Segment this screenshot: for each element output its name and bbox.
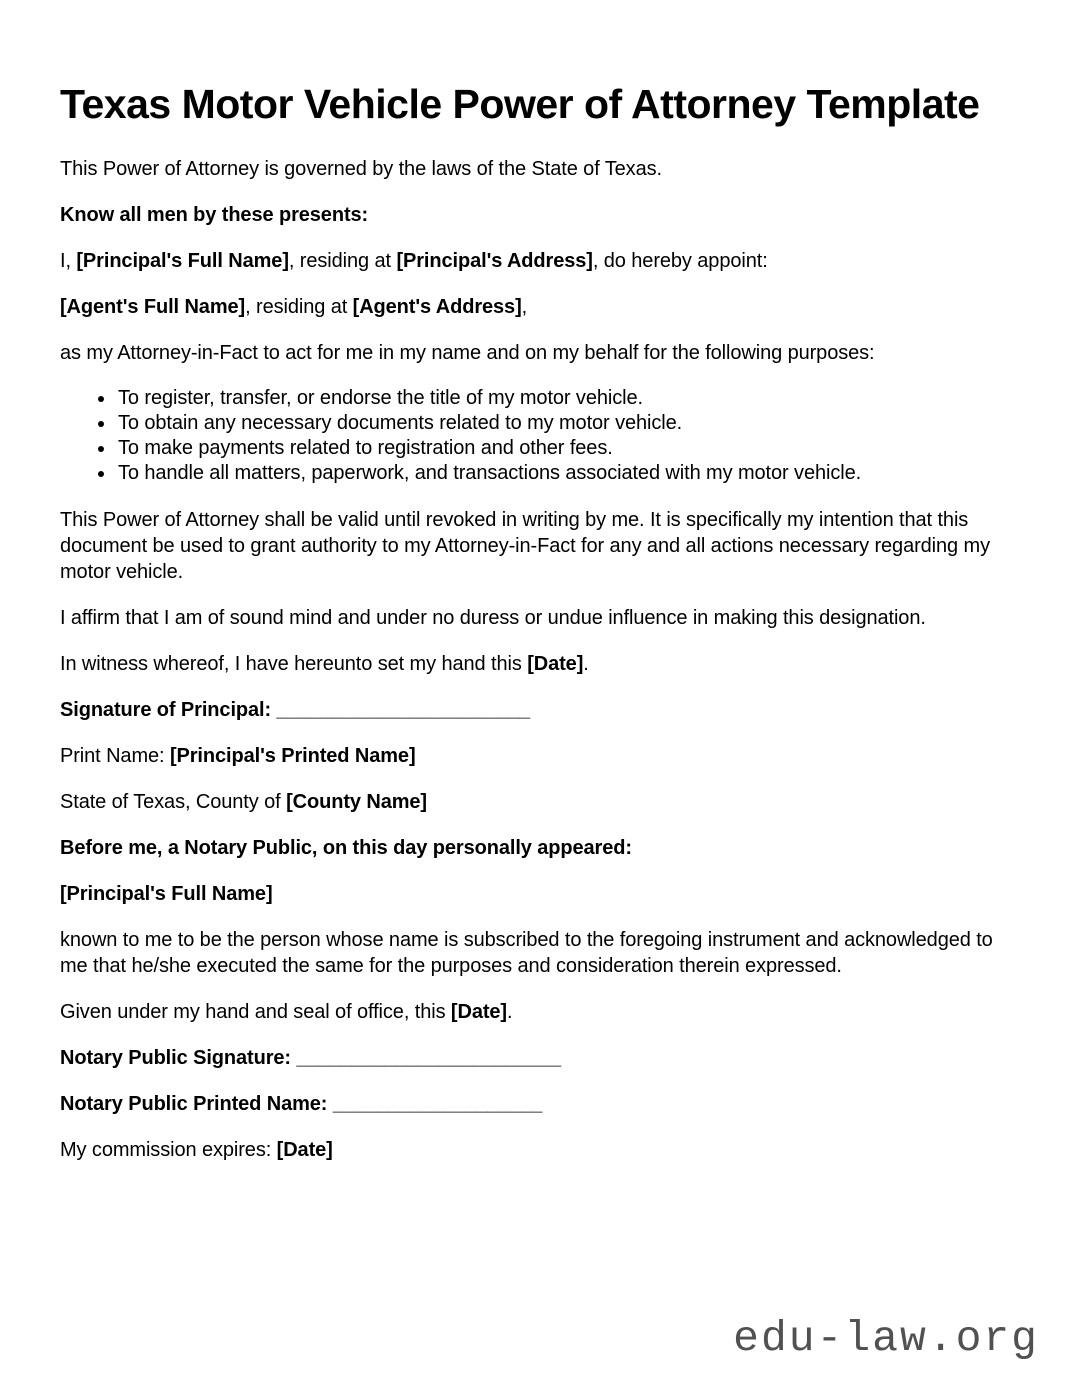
text-segment: State of Texas, County of	[60, 791, 287, 813]
bold-text-segment: Notary Public Printed Name: ___________________	[60, 1093, 543, 1115]
bold-text-segment: Signature of Principal: _______________________	[60, 699, 531, 721]
bold-text-segment: Notary Public Signature: ________________________	[60, 1047, 561, 1069]
appointment-paragraph	[60, 248, 1015, 274]
bold-text-segment: [Date]	[450, 1001, 507, 1023]
bold-text-segment: [Principal's Address]	[396, 250, 593, 272]
bold-text-segment: [Principal's Printed Name]	[169, 745, 416, 767]
purpose-item: • To obtain any necessary documents related to my motor vehicle.	[116, 411, 1015, 436]
state-county-line	[60, 789, 1015, 815]
bold-text-segment: Texas Motor Vehicle Power of Attorney Template	[60, 81, 980, 127]
affirmation-paragraph	[60, 605, 1015, 631]
text-segment: Print Name:	[60, 745, 170, 767]
text-segment: Given under my hand and seal of office, this	[60, 1001, 451, 1023]
bold-text-segment: Before me, a Notary Public, on this day personally appeared:	[60, 837, 632, 859]
text-segment: This Power of Attorney is governed by the laws of the State of Texas.	[60, 158, 662, 180]
purposes-list	[60, 386, 1015, 486]
print-name-line	[60, 743, 1015, 769]
principal-signature-line	[60, 697, 1015, 723]
purpose-item: • To make payments related to registration and other fees.	[116, 436, 1015, 461]
agent-paragraph	[60, 294, 1015, 320]
text-segment: This Power of Attorney shall be valid until revoked in writing by me. It is specifically my intention that this document be used to grant authority to my Attorney-in-Fact for any and all actions necessary regarding my motor vehicle.	[60, 509, 990, 583]
text-segment: known to me to be the person whose name is subscribed to the foregoing instrument and acknowledged to me that he/she executed the same for the purposes and consideration therein expressed.	[60, 929, 993, 977]
text-segment: , residing at	[245, 296, 353, 318]
presents-heading	[60, 202, 1015, 228]
bold-text-segment: [Principal's Full Name]	[76, 250, 289, 272]
witness-paragraph	[60, 651, 1015, 677]
text-segment: as my Attorney-in-Fact to act for me in my name and on my behalf for the following purposes:	[60, 342, 875, 364]
notary-signature-line	[60, 1045, 1015, 1071]
bold-text-segment: [Date]	[276, 1139, 333, 1161]
seal-paragraph	[60, 999, 1015, 1025]
text-segment: I affirm that I am of sound mind and under no duress or undue influence in making this designation.	[60, 607, 926, 629]
text-segment: In witness whereof, I have hereunto set my hand this	[60, 653, 528, 675]
text-segment: My commission expires:	[60, 1139, 277, 1161]
text-segment: ,	[521, 296, 528, 318]
acknowledgment-paragraph	[60, 927, 1015, 979]
notary-printed-name-line	[60, 1091, 1015, 1117]
text-segment: .	[507, 1001, 513, 1023]
text-segment: I,	[60, 250, 77, 272]
bold-text-segment: [Date]	[527, 653, 584, 675]
governing-law-paragraph	[60, 156, 1015, 182]
commission-expiry-line	[60, 1137, 1015, 1163]
text-segment: .	[583, 653, 589, 675]
bold-text-segment: Know all men by these presents:	[60, 204, 369, 226]
notary-appearance-heading	[60, 835, 1015, 861]
validity-paragraph	[60, 507, 1015, 585]
text-segment: , residing at	[288, 250, 397, 272]
bold-text-segment: [County Name]	[286, 791, 427, 813]
principal-name-line	[60, 881, 1015, 907]
text-segment: , do hereby appoint:	[592, 250, 768, 272]
document-title	[60, 78, 1015, 130]
bold-text-segment: [Agent's Address]	[352, 296, 522, 318]
purpose-item: • To register, transfer, or endorse the title of my motor vehicle.	[116, 386, 1015, 411]
bold-text-segment: [Agent's Full Name]	[60, 296, 246, 318]
watermark-logo: edu-law.org	[733, 1314, 1039, 1363]
bold-text-segment: [Principal's Full Name]	[60, 883, 273, 905]
purpose-intro-paragraph	[60, 340, 1015, 366]
purpose-item: • To handle all matters, paperwork, and transactions associated with my motor vehicle.	[116, 461, 1015, 486]
